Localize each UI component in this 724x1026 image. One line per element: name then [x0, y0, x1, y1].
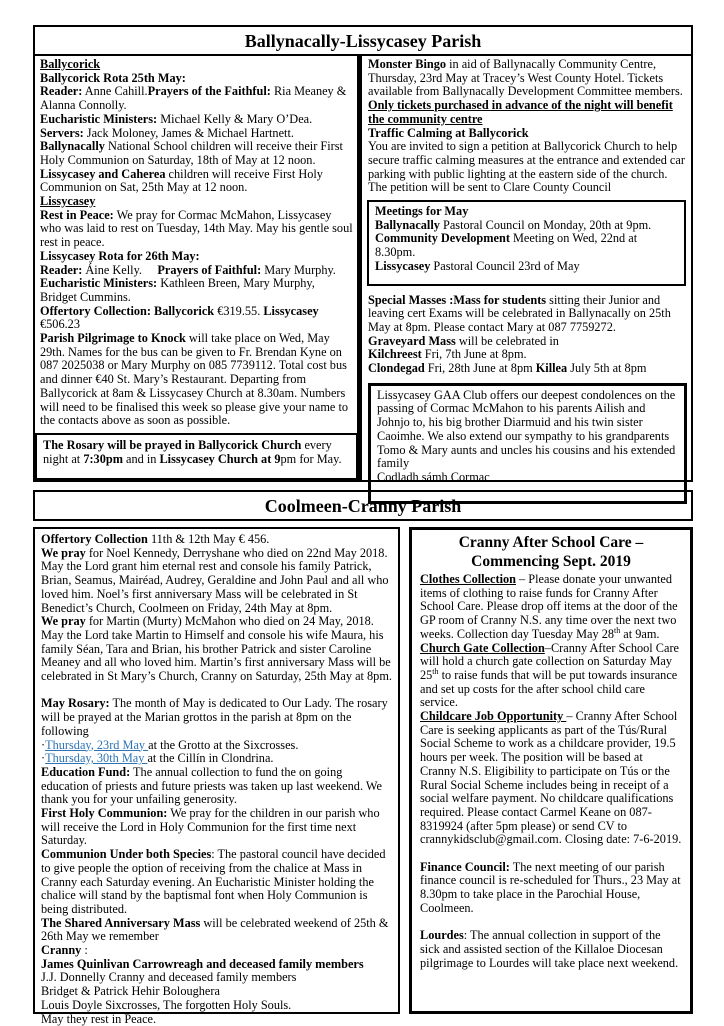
paragraph [420, 642, 682, 711]
text-segment: Prayers of the Faithful: [147, 84, 271, 99]
paragraph [40, 250, 353, 264]
paragraph [420, 861, 682, 916]
paragraph [40, 127, 353, 141]
paragraph [40, 113, 353, 127]
paragraph [41, 944, 393, 958]
text-segment: Meetings for May [375, 204, 469, 219]
text-segment: th [432, 666, 439, 676]
text-segment: every night at [43, 437, 332, 466]
text-segment: Ballynacally [40, 139, 105, 154]
section2-body [33, 527, 693, 1026]
text-segment: · [41, 737, 46, 752]
text-segment: Eucharistic Ministers: [40, 111, 158, 126]
text-segment: May they rest in Peace. [41, 1011, 157, 1026]
text-segment: Pastoral Council 23rd of May [430, 258, 580, 273]
text-segment: will be celebrated in [455, 333, 559, 348]
text-segment: Kilchreest [368, 347, 422, 362]
paragraph [41, 766, 393, 807]
paragraph [368, 335, 686, 349]
paragraph [40, 140, 353, 167]
text-segment: The month of May is dedicated to Our Lady. The rosary will be prayed at the Marian grottos in the parish at 8pm on the following [41, 696, 388, 738]
paragraph [40, 277, 353, 304]
text-segment: at 9am. [620, 626, 660, 641]
paragraph [40, 332, 353, 428]
paragraph [368, 348, 686, 362]
paragraph [40, 264, 353, 278]
paragraph [375, 219, 678, 233]
paragraph [41, 985, 393, 999]
text-segment: and in [122, 451, 160, 466]
paragraph [368, 58, 686, 99]
text-segment: We pray for Cormac McMahon, Lissycasey who was laid to rest on Tuesday, 14th May. May his gentle soul rest in peace. [40, 207, 353, 250]
text-segment: We pray for the children in our parish who will receive the Lord in Holy Communion for the first time next Saturday. [41, 806, 380, 848]
paragraph [40, 195, 353, 209]
text-segment: Reader: [40, 84, 83, 99]
paragraph [41, 684, 393, 698]
text-segment: – Cranny After School Care is seeking applicants as part of the Tús/Rural Social Scheme to work as a childcare provider, 19.5 hours per week. The position will be based at Cranny N.S. Eligibility to participate on Tús or the Rural Social Scheme includes being in receipt of a social welfare payment. No childcare qualifications required. Please contact Carmel Keane on 087-8319924 (after 5pm please) or send CV to crannykidsclub@gmail.com. Closing date: 7-6-2019. [420, 709, 682, 847]
text-segment: The Shared Anniversary Mass [41, 915, 201, 930]
text-segment: Finance Council: [420, 859, 510, 874]
text-segment: : The annual collection in support of the sick and assisted section of the Killaloe Diocesan pilgrimage to Lourdes will take place next weekend. [420, 928, 679, 970]
text-segment: J.J. Donnelly Cranny and deceased family members [41, 970, 297, 985]
bingo-traffic-text [368, 58, 686, 195]
text-segment: Church Gate Collection [420, 640, 545, 655]
text-segment: Pastoral Council on Monday, 20th at 9pm. [439, 217, 652, 232]
paragraph [375, 260, 678, 274]
section1-left-column [35, 56, 357, 480]
text-segment: will take place on Wed, May 29th. Names for the bus can be given to Fr. Brendan Kyne on 087 2025038 or Mary Murphy on 085 7739112. Total cost bus and dinner €40 St. Mary’s Restaurant. Departing from Ballycorick at 8am & Lissycasey Church at 8.30am. Numbers will need to be finalised this week so please give your name to the contacts above as soon as possible. [40, 331, 349, 428]
text-segment: The next meeting of our parish finance council is re-scheduled for Thurs., 23 May at 8.30pm to take place in the Parochial House, Coolmeen. [420, 859, 681, 915]
text-segment: Lissycasey [40, 194, 96, 209]
paragraph [368, 362, 686, 376]
paragraph [377, 389, 678, 471]
text-segment: Special Masses :Mass for students [368, 292, 547, 307]
text-segment: Louis Doyle Sixcrosses, The forgotten Holy Souls. [41, 997, 292, 1012]
paragraph [420, 916, 682, 930]
text-segment: Kathleen Breen, Mary Murphy, Bridget Cummins. [40, 276, 315, 304]
text-segment: Education Fund: [41, 764, 131, 779]
text-segment: Lourdes [420, 928, 464, 943]
paragraph [420, 573, 682, 642]
text-segment: Ballycorick Rota 25th May: [40, 70, 186, 85]
paragraph [40, 72, 353, 86]
text-segment: Prayers of Faithful: [157, 262, 262, 277]
text-segment: children will receive First Holy Communion on Sat, 25th May at 12 noon. [40, 166, 323, 195]
text-segment: in aid of Ballynacally Community Centre, Thursday, 23rd May at Tracey’s West County Hotel. Tickets available from Ballynacally Development Committee members. [368, 57, 683, 99]
section1-header [33, 25, 693, 56]
after-school-care-title: Cranny After School Care – Commencing Sept. 2019 [458, 534, 644, 570]
text-segment: – Please donate your unwanted items of clothing to raise funds for Cranny After School Care. Please drop off items at the door of the GP room of Cranny N.S. any time over the next two weeks. Collection day Tuesday May 28 [420, 572, 678, 641]
section1-right-column [362, 56, 691, 484]
text-segment: Reader: [40, 262, 83, 277]
text-segment: National School children will receive their First Holy Communion on Saturday, 18th of May at 12 noon. [40, 139, 343, 167]
text-segment: Michael Kelly & Mary O’Dea. [157, 111, 313, 126]
special-masses-text [368, 294, 686, 376]
text-segment: Mary Murphy. [261, 262, 336, 277]
text-segment: Anne Cahill. [82, 84, 148, 99]
section2 [33, 490, 693, 1026]
paragraph [41, 999, 393, 1013]
paragraph [41, 739, 393, 753]
paragraph [420, 929, 682, 970]
text-segment: th [614, 625, 621, 635]
paragraph [375, 205, 678, 219]
date-link[interactable]: Thursday, 23rd May [45, 737, 149, 752]
paragraph [41, 958, 393, 972]
paragraph [40, 168, 353, 195]
text-segment: Fri, 7th June at 8pm. [421, 347, 527, 362]
paragraph [40, 58, 353, 72]
text-segment: Bridget & Patrick Hehir Boloughera [41, 984, 220, 999]
text-segment: Lissycasey Rota for 26th May: [40, 248, 200, 263]
text-segment: Childcare Job Opportunity [420, 709, 567, 724]
section2-left-column [33, 527, 400, 1026]
paragraph [41, 1013, 393, 1026]
text-segment: Ballycorick [40, 57, 101, 71]
text-segment: Ballynacally [375, 217, 440, 232]
text-segment: Cranny [41, 943, 82, 958]
text-segment: Graveyard Mass [368, 333, 456, 348]
paragraph [375, 232, 678, 259]
paragraph [40, 209, 353, 250]
paragraph [41, 917, 393, 944]
text-segment: for Martin (Murty) McMahon who died on 24 May, 2018. May the Lord take Martin to Himself and console his wife Maura, his family Séan, Tara and Brian, his brother Patrick and sister Caroline Meaney and all who loved him. Martin’s first anniversary Mass will be celebrated in St Mary’s Church, Cranny on Saturday, 25th May at 8pm. [41, 614, 392, 684]
text-segment: Communion Under both Species [41, 847, 212, 862]
text-segment: €506.23 [40, 317, 80, 332]
paragraph [41, 971, 393, 985]
text-segment: First Holy Communion: [41, 806, 168, 821]
text-segment: You are invited to sign a petition at Ballycorick Church to help secure traffic calming measures at the entrance and extended car parking with public lighting at the eastern side of the church. The petition will be sent to Clare County Council [368, 139, 685, 195]
text-segment: Lissycasey [375, 258, 431, 273]
text-segment: Clothes Collection [420, 572, 516, 586]
section1-left-text [40, 58, 353, 428]
text-segment: We pray [41, 545, 86, 560]
text-segment: Rest in Peace: [40, 207, 114, 222]
text-segment: Lissycasey and Caherea [40, 166, 166, 181]
text-segment: July 5th at 8pm [567, 361, 647, 376]
text-segment: Áine Kelly. [82, 262, 158, 277]
paragraph [40, 305, 353, 332]
text-segment: Only tickets purchased in advance of the night will benefit the community centre [368, 98, 673, 126]
gaa-condolence-box [368, 383, 687, 504]
paragraph [41, 752, 393, 766]
date-link[interactable]: Thursday, 30th May [45, 751, 148, 766]
text-segment: Servers: [40, 125, 84, 140]
text-segment: Fri, 28th June at 8pm [424, 361, 536, 376]
paragraph [41, 547, 393, 616]
text-segment: Killea [535, 361, 568, 376]
section1-body [33, 56, 693, 482]
text-segment: Community Development [375, 231, 510, 246]
text-segment: Offertory Collection [41, 532, 148, 546]
text-segment: The annual collection to fund the on going education of priests and future priests was taken up last weekend. We thank you for your unfailing generosity. [41, 764, 382, 807]
paragraph [420, 847, 682, 861]
paragraph [41, 615, 393, 684]
text-segment: : [81, 943, 88, 958]
text-segment: at the Grotto at the Sixcrosses. [148, 737, 299, 752]
text-segment: to raise funds that will be put towards insurance and set up costs for the after school child care service. [420, 667, 678, 710]
text-segment: at the Cillín in Clondrina. [147, 751, 274, 766]
text-segment: Traffic Calming at Ballycorick [368, 125, 529, 140]
text-segment: Lissycasey [263, 303, 319, 318]
section2-title: Coolmeen-Cranny Parish [264, 496, 462, 516]
text-segment: €319.55. [214, 303, 264, 318]
text-segment: : The pastoral council have decided to give people the option of receiving from the chalice at Mass in Cranny each Saturday evening. An Eucharistic Minister holding the chalice will stand by the baptismal font when Holy Communion is being distributed. [41, 847, 386, 916]
text-segment: –Cranny After School Care will hold a church gate collection on Saturday May 25 [420, 640, 680, 682]
text-segment: sitting their Junior and leaving cert Exams will be celebrated in Ballynacally on 25th May at 8pm. Please contact Mary at 087 7759272. [368, 292, 671, 334]
text-segment: May Rosary: [41, 696, 110, 711]
text-segment: Clondegad [368, 361, 425, 376]
text-segment: will be celebrated weekend of 25th & 26th May we remember [41, 915, 389, 944]
rosary-box [35, 433, 358, 480]
text-segment: James Quinlivan Carrowreagh and deceased family members [41, 956, 364, 971]
text-segment: Monster Bingo [368, 57, 446, 71]
text-segment: Jack Moloney, James & Michael Hartnett. [83, 125, 294, 140]
text-segment: Offertory Collection: Ballycorick [40, 303, 215, 318]
paragraph [43, 439, 351, 466]
text-segment: 11th & 12th May € 456. [147, 532, 270, 546]
paragraph [368, 127, 686, 141]
paragraph [41, 807, 393, 848]
paragraph [368, 140, 686, 195]
paragraph [41, 533, 393, 547]
text-segment: Eucharistic Ministers: [40, 276, 158, 291]
paragraph [368, 294, 686, 335]
paragraph [40, 85, 353, 112]
text-segment: Ria Meaney & Alanna Connolly. [40, 84, 347, 113]
paragraph [368, 99, 686, 126]
section1-title: Ballynacally-Lissycasey Parish [244, 31, 482, 51]
text-segment: Lissycasey GAA Club offers our deepest condolences on the passing of Cormac McMahon to his parents Ailish and Johnjo to, his big brother Diarmuid and his twin sister Caoimhe. We also extend our sympathy to his grandparents Tomo & Mary aunts and uncles his cousins and his extended family [377, 387, 676, 471]
paragraph [377, 471, 678, 485]
text-segment: The Rosary will be prayed in Ballycorick Church [43, 437, 302, 452]
paragraph [420, 710, 682, 847]
text-segment: 7:30pm [83, 451, 123, 466]
text-segment: Parish Pilgrimage to Knock [40, 331, 186, 346]
meetings-box [367, 200, 686, 286]
text-segment: Codladh sámh Cormac [377, 469, 490, 484]
paragraph [41, 697, 393, 738]
text-segment: pm for May. [280, 451, 342, 466]
text-segment: Lissycasey Church at 9 [159, 451, 281, 466]
text-segment: We pray [41, 614, 86, 629]
paragraph [41, 848, 393, 917]
text-segment: · [41, 751, 46, 766]
text-segment: for Noel Kennedy, Derryshane who died on 22nd May 2018. May the Lord grant him eternal rest and console his family Patrick, Brian, Seamus, Mairéad, Audrey, Geraldine and John Paul and all who loved him. Noel’s first anniversary Mass will be celebrated in St Benedict’s Church, Coolmeen on Friday, 24th May at 8pm. [41, 545, 389, 615]
after-school-care-text [420, 573, 682, 970]
text-segment: Meeting on Wed, 22nd at 8.30pm. [375, 231, 638, 260]
after-school-care-box [409, 527, 693, 1014]
